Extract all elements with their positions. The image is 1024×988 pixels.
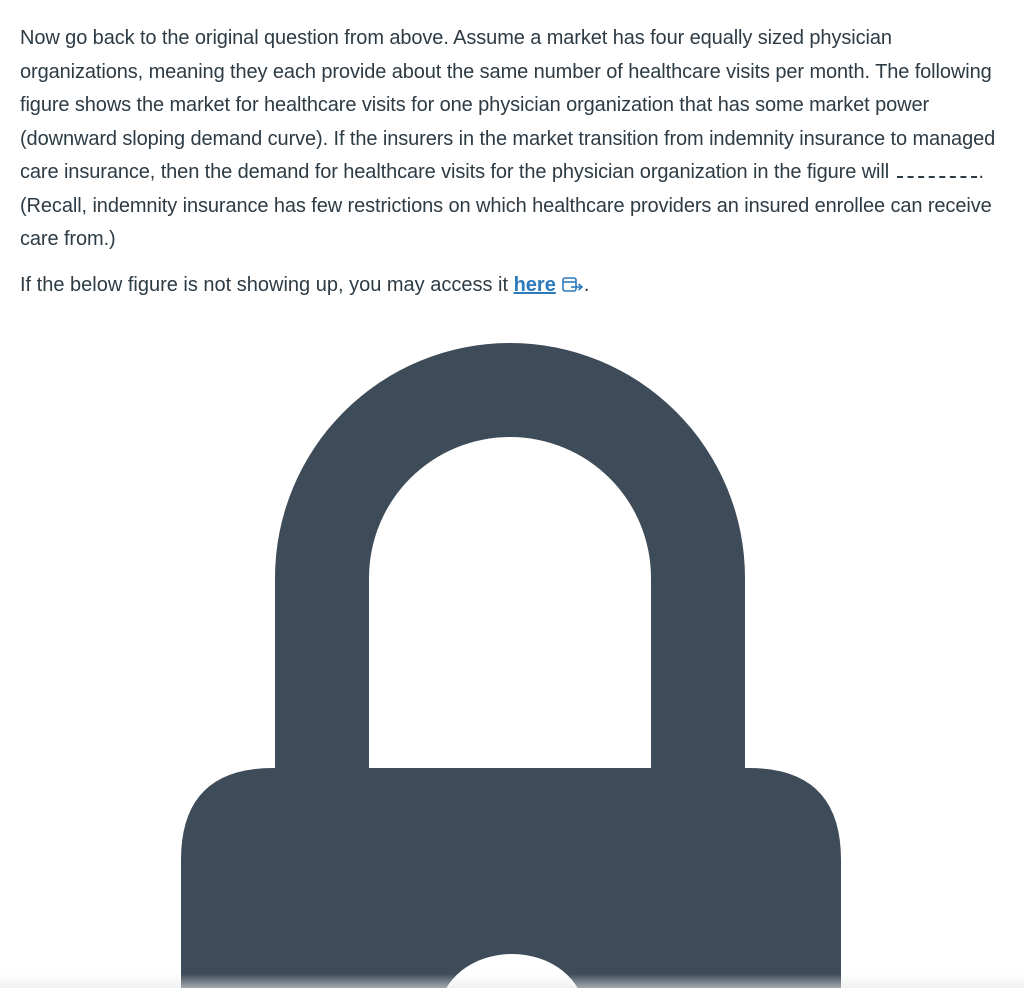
access-suffix: .	[583, 273, 590, 296]
access-prefix: If the below figure is not showing up, you may access it	[20, 273, 514, 296]
answer-blank	[897, 162, 977, 178]
figure-link[interactable]: here	[513, 273, 556, 296]
scroll-fade	[0, 974, 1024, 988]
question-content	[20, 22, 1010, 302]
question-text-part1: Now go back to the original question from above. Assume a market has four equally sized physician organizations, meaning they each provide about the same number of healthcare visits per month. The following figure shows the market for healthcare visits for one physician organization that has some market power (downward sloping demand curve). If the insurers in the market transition from indemnity insurance to managed care insurance, then the demand for healthcare visits for the physician organization in the figure will	[20, 27, 996, 183]
figure-access-line	[20, 269, 1010, 302]
external-link-icon[interactable]	[562, 272, 584, 290]
question-paragraph	[20, 22, 1010, 257]
question-text-part2: . (Recall, indemnity insurance has few restrictions on which healthcare providers an insured enrollee can receive care from.)	[20, 161, 992, 250]
